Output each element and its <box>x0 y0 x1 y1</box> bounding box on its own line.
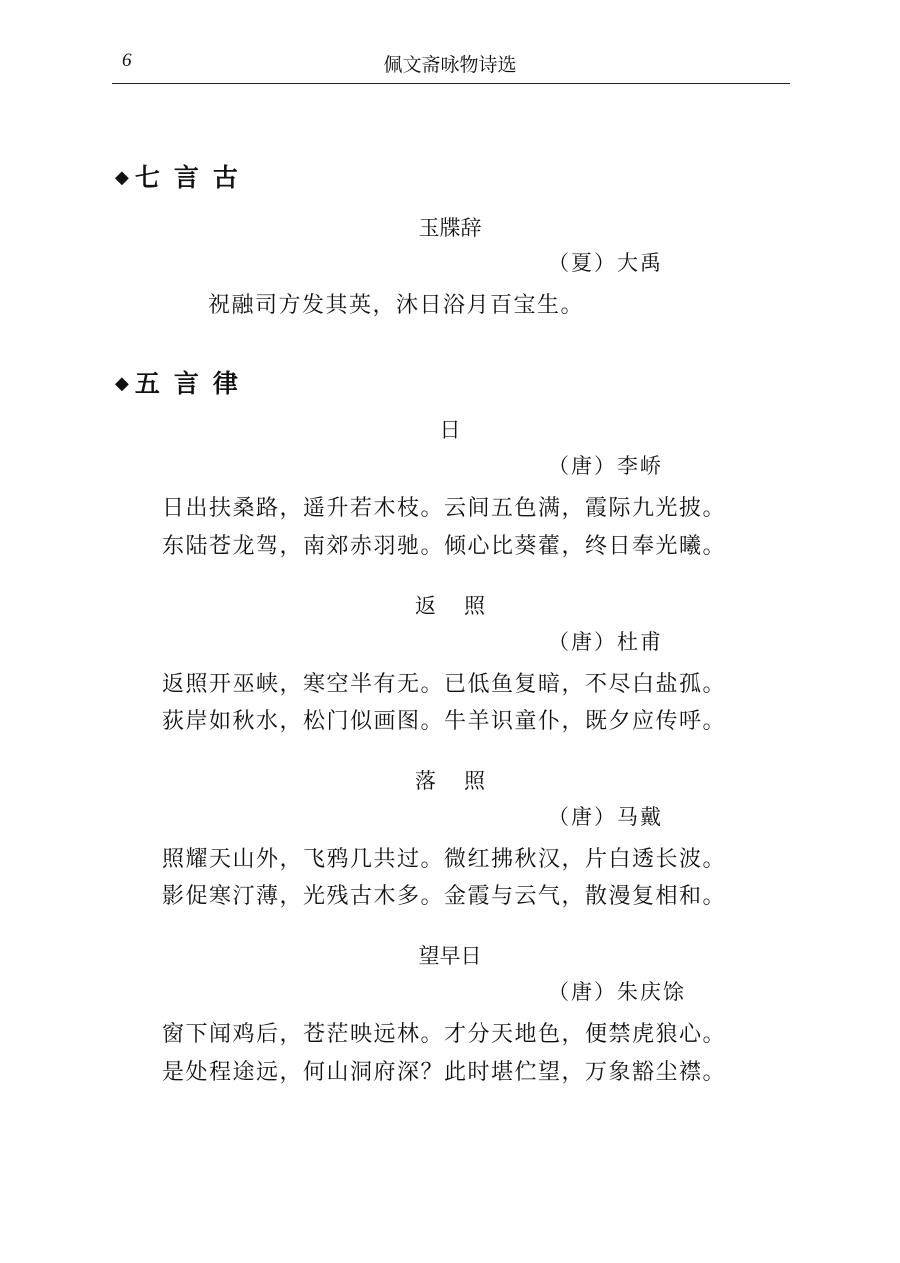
poem-author: （唐）杜甫 <box>548 630 663 654</box>
section-heading-text: 五言律 <box>134 369 252 398</box>
section-heading-qiyangu <box>115 158 252 194</box>
section-heading-wuyanlv <box>115 364 252 400</box>
diamond-bullet-icon: ◆ <box>115 373 135 394</box>
poem-author: （唐）马戴 <box>548 805 663 829</box>
poem-line: 东陆苍龙驾，南郊赤羽驰。倾心比葵藿，终日奉光曦。 <box>162 534 727 559</box>
header-rule <box>112 83 790 84</box>
poem-author: （唐）朱庆馀 <box>548 980 686 1004</box>
poem-line: 照耀天山外，飞鸦几共过。微红拂秋汉，片白透长波。 <box>162 847 727 872</box>
poem-line: 祝融司方发其英，沐日浴月百宝生。 <box>208 293 585 318</box>
poem-title: 玉牒辞 <box>418 216 482 240</box>
poem-title: 返照 <box>415 594 513 618</box>
poem-line: 返照开巫峡，寒空半有无。已低鱼复暗，不尽白盐孤。 <box>162 672 727 697</box>
poem-title: 望早日 <box>418 944 482 968</box>
poem-author: （唐）李峤 <box>548 454 663 478</box>
poem-line: 窗下闻鸡后，苍茫映远林。才分天地色，便禁虎狼心。 <box>162 1022 727 1047</box>
page-number: 6 <box>122 50 132 71</box>
poem-line: 影促寒汀薄，光残古木多。金霞与云气，散漫复相和。 <box>162 884 727 909</box>
diamond-bullet-icon: ◆ <box>115 167 135 188</box>
book-title: 佩文斋咏物诗选 <box>383 54 517 76</box>
poem-line: 日出扶桑路，遥升若木枝。云间五色满，霞际九光披。 <box>162 496 727 521</box>
section-heading-text: 七言古 <box>134 163 252 192</box>
poem-line: 荻岸如秋水，松门似画图。牛羊识童仆，既夕应传呼。 <box>162 709 727 734</box>
poem-title: 落照 <box>415 769 513 793</box>
poem-line: 是处程途远，何山洞府深？此时堪伫望，万象豁尘襟。 <box>162 1060 727 1085</box>
poem-title: 日 <box>439 418 461 442</box>
poem-author: （夏）大禹 <box>548 251 663 275</box>
